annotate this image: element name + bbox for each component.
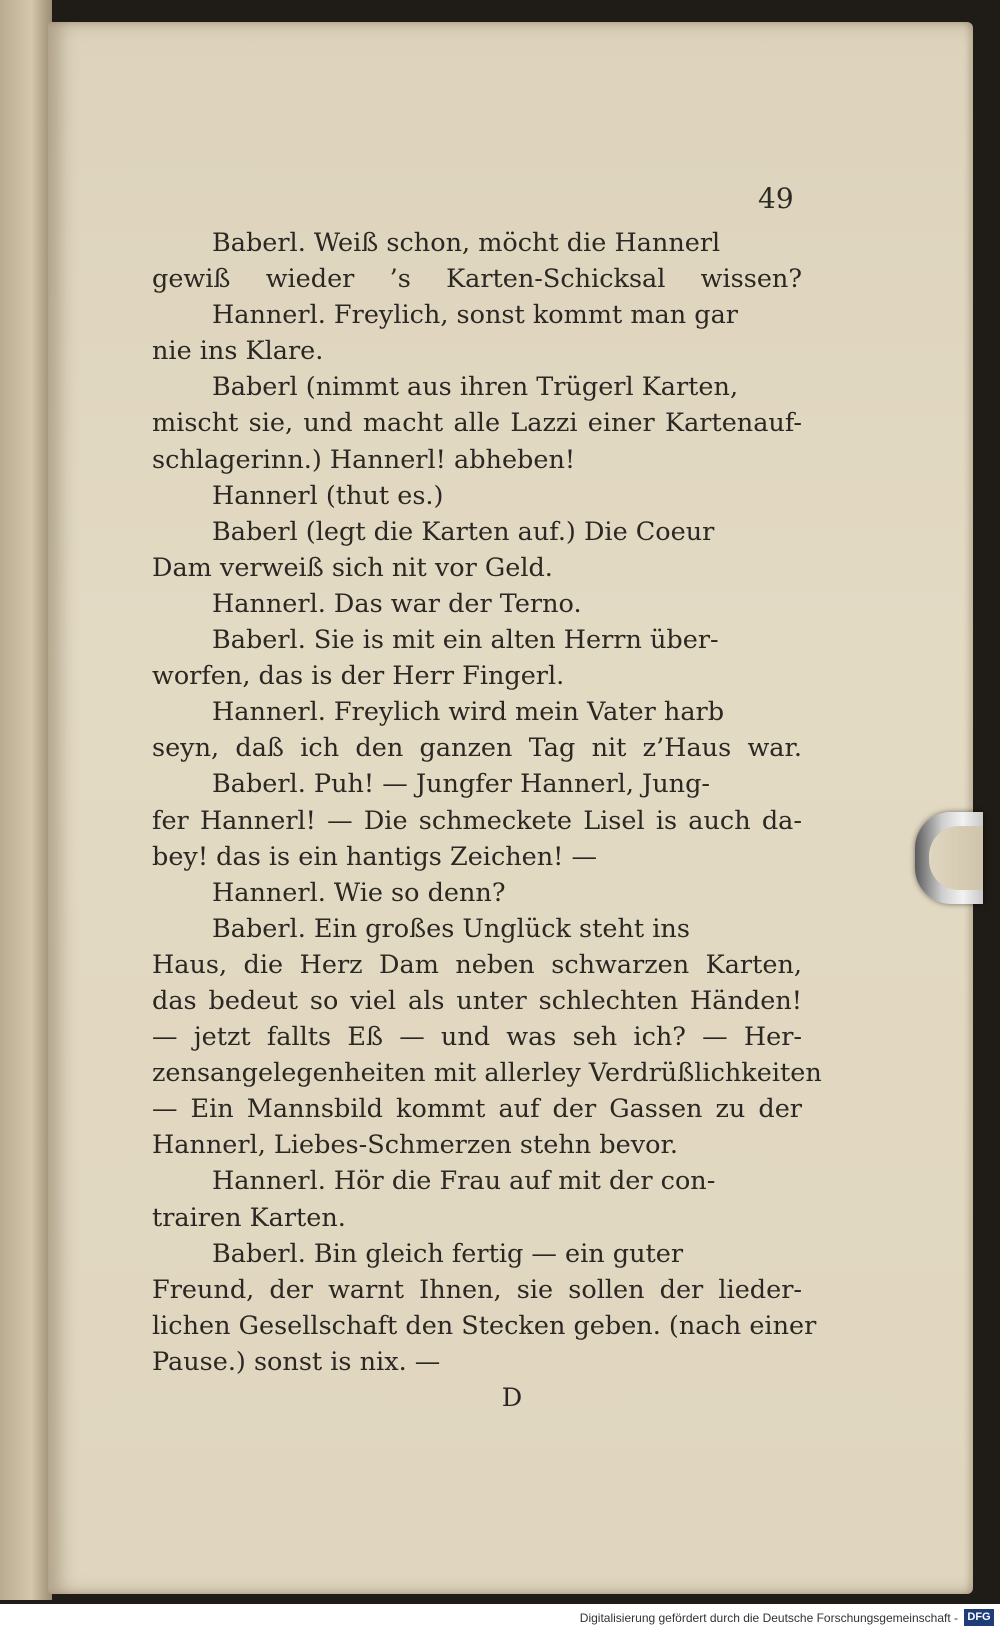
text-line: Baberl. Bin gleich fertig — ein guter: [212, 1238, 684, 1269]
dfg-logo: DFG: [964, 1609, 994, 1626]
text-line: D: [501, 1383, 523, 1413]
text-line: Hannerl (thut es.): [212, 480, 444, 511]
page-tab-clip-inner: [929, 826, 983, 890]
text-line: Baberl. Ein großes Unglück steht ins: [212, 913, 690, 944]
page-number: 49: [758, 182, 794, 215]
text-line: — jetzt fallts Eß — und was seh ich? — Her-: [152, 1022, 802, 1053]
text-line: gewiß wieder ’s Karten-Schicksal wissen?: [152, 264, 802, 295]
text-line: bey! das is ein hantigs Zeichen! —: [152, 841, 598, 872]
text-line: Hannerl. Freylich wird mein Vater harb: [212, 697, 725, 728]
text-line: Pause.) sonst is nix. —: [152, 1346, 441, 1377]
text-line: mischt sie, und macht alle Lazzi einer Kartenauf-: [152, 408, 802, 439]
text-line: Hannerl, Liebes-Schmerzen stehn bevor.: [152, 1130, 678, 1161]
text-line: Haus, die Herz Dam neben schwarzen Karten,: [152, 949, 802, 980]
text-line: Baberl. Sie is mit ein alten Herrn über-: [212, 625, 719, 656]
text-line: schlagerinn.) Hannerl! abheben!: [152, 444, 576, 475]
text-line: worfen, das is der Herr Fingerl.: [152, 661, 565, 692]
text-line: Hannerl. Das war der Terno.: [212, 588, 582, 619]
page-tab-clip: [915, 812, 983, 904]
text-line: Baberl. Puh! — Jungfer Hannerl, Jung-: [212, 769, 711, 800]
text-line: — Ein Mannsbild kommt auf der Gassen zu der: [152, 1094, 802, 1125]
text-line: Hannerl. Hör die Frau auf mit der con-: [212, 1166, 716, 1197]
text-line: Hannerl. Freylich, sonst kommt man gar: [212, 300, 738, 331]
text-line: Baberl. Weiß schon, möcht die Hannerl: [212, 228, 721, 258]
text-line: nie ins Klare.: [152, 336, 324, 367]
text-line: Baberl (legt die Karten auf.) Die Coeur: [212, 516, 715, 547]
text-line: Dam verweiß sich nit vor Geld.: [152, 552, 553, 583]
text-line: Hannerl. Wie so denn?: [212, 877, 506, 908]
text-line: Freund, der warnt Ihnen, sie sollen der lieder-: [152, 1274, 802, 1305]
text-line: seyn, daß ich den ganzen Tag nit z’Haus war.: [152, 733, 802, 764]
text-line: fer Hannerl! — Die schmeckete Lisel is auch da-: [152, 805, 802, 836]
page-text: [152, 225, 822, 1416]
text-line: Baberl (nimmt aus ihren Trügerl Karten,: [212, 372, 739, 403]
text-line: trairen Karten.: [152, 1202, 346, 1233]
text-line: lichen Gesellschaft den Stecken geben. (nach einer: [152, 1310, 817, 1341]
footer-bar: [0, 1604, 1000, 1633]
left-page-edge: [0, 0, 52, 1600]
footer-credit: Digitalisierung gefördert durch die Deutsche Forschungsgemeinschaft -: [579, 1611, 958, 1625]
text-line: zensangelegenheiten mit allerley Verdrüßlichkeiten: [152, 1058, 822, 1089]
text-line: das bedeut so viel als unter schlechten Händen!: [152, 985, 802, 1016]
